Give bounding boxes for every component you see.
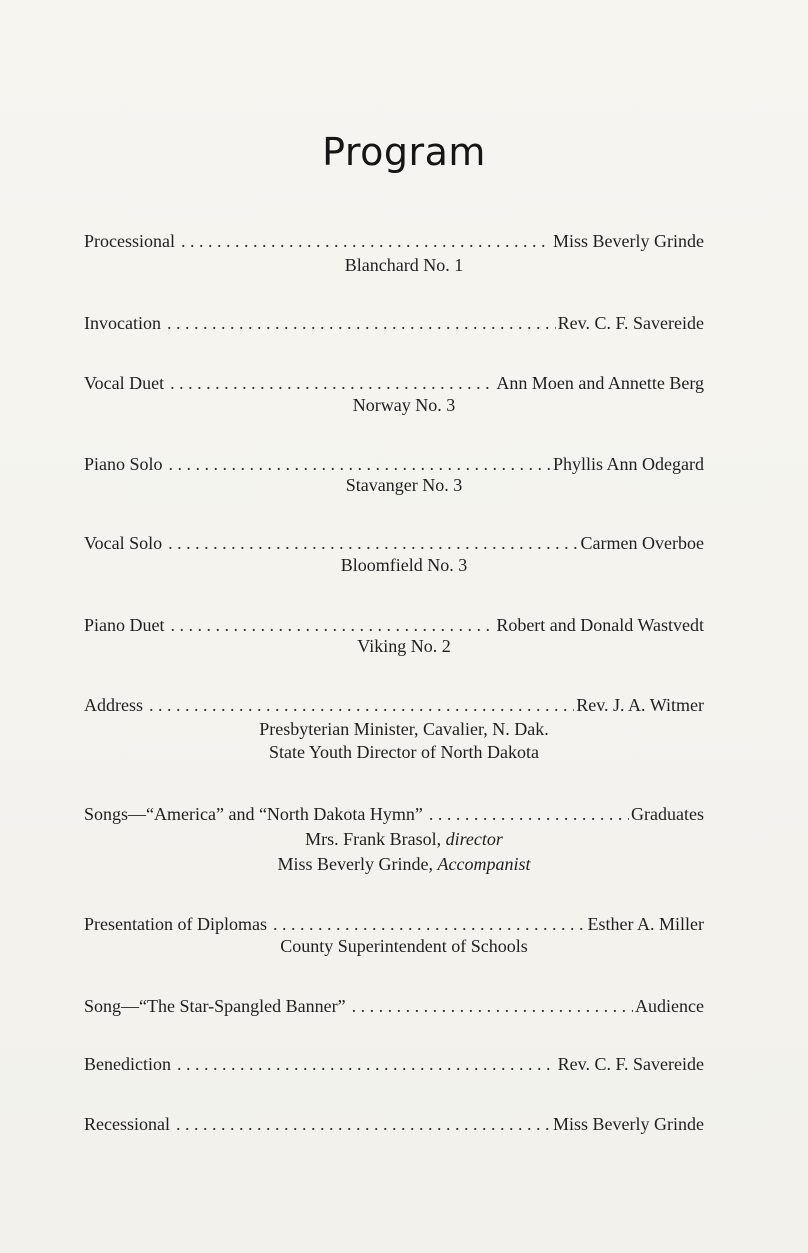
director-name: Mrs. Frank Brasol, <box>305 829 442 849</box>
page-title: Program <box>322 130 486 174</box>
piano-duet-sub: Viking No. 2 <box>357 636 451 656</box>
item-label: Vocal Solo <box>84 533 163 553</box>
program-item-benediction <box>84 1053 704 1075</box>
item-label: Address <box>84 695 143 715</box>
dot-leader <box>171 614 495 636</box>
dot-leader <box>273 913 586 935</box>
item-performer: Phyllis Ann Odegard <box>553 454 704 474</box>
item-performer: Carmen Overboe <box>580 533 704 553</box>
program-item-diplomas <box>84 913 704 935</box>
program-item-address <box>84 694 704 716</box>
item-label: Invocation <box>84 313 161 333</box>
dot-leader <box>167 312 556 334</box>
program-item-invocation <box>84 312 704 334</box>
item-label: Presentation of Diplomas <box>84 914 267 934</box>
program-item-songs <box>84 803 704 825</box>
item-performer: Miss Beverly Grinde <box>553 1114 704 1134</box>
songs-accompanist <box>0 853 808 875</box>
item-label: Processional <box>84 231 175 251</box>
dot-leader <box>352 995 633 1017</box>
address-sub-line-2: State Youth Director of North Dakota <box>269 742 539 762</box>
accompanist-name: Miss Beverly Grinde, <box>277 854 433 874</box>
program-item-recessional <box>84 1113 704 1135</box>
program-item-anthem <box>84 995 704 1017</box>
item-label: Benediction <box>84 1054 171 1074</box>
item-label: Recessional <box>84 1114 170 1134</box>
dot-leader <box>176 1113 551 1135</box>
item-label: Piano Duet <box>84 615 165 635</box>
item-label: Piano Solo <box>84 454 163 474</box>
dot-leader <box>429 803 629 825</box>
item-performer: Esther A. Miller <box>587 914 704 934</box>
songs-director <box>0 828 808 850</box>
processional-sub: Blanchard No. 1 <box>344 255 464 275</box>
program-item-piano-duet <box>84 614 704 636</box>
vocal-duet-sub: Norway No. 3 <box>352 395 456 415</box>
item-label: Songs—“America” and “North Dakota Hymn” <box>84 804 423 824</box>
director-role: director <box>445 829 503 849</box>
accompanist-role: Accompanist <box>437 854 531 874</box>
dot-leader <box>169 453 551 475</box>
program-item-vocal-solo <box>84 532 704 554</box>
item-label: Song—“The Star-Spangled Banner” <box>84 996 346 1016</box>
dot-leader <box>177 1053 556 1075</box>
address-sub-line-1: Presbyterian Minister, Cavalier, N. Dak. <box>259 719 549 739</box>
program-item-processional <box>84 230 704 252</box>
dot-leader <box>168 532 578 554</box>
vocal-solo-sub: Bloomfield No. 3 <box>340 555 468 575</box>
item-performer: Rev. J. A. Witmer <box>576 695 704 715</box>
piano-solo-sub: Stavanger No. 3 <box>345 475 463 495</box>
item-label: Vocal Duet <box>84 373 165 393</box>
item-performer: Graduates <box>631 804 704 824</box>
program-item-vocal-duet <box>84 372 704 394</box>
diplomas-sub: County Superintendent of Schools <box>280 936 528 956</box>
program-item-piano-solo <box>84 453 704 475</box>
item-performer: Rev. C. F. Savereide <box>557 1054 704 1074</box>
item-performer: Audience <box>635 996 704 1016</box>
dot-leader <box>181 230 551 252</box>
dot-leader <box>170 372 494 394</box>
item-performer: Miss Beverly Grinde <box>553 231 704 251</box>
item-performer: Ann Moen and Annette Berg <box>496 373 704 393</box>
dot-leader <box>149 694 574 716</box>
item-performer: Robert and Donald Wastvedt <box>496 615 704 635</box>
item-performer: Rev. C. F. Savereide <box>557 313 704 333</box>
